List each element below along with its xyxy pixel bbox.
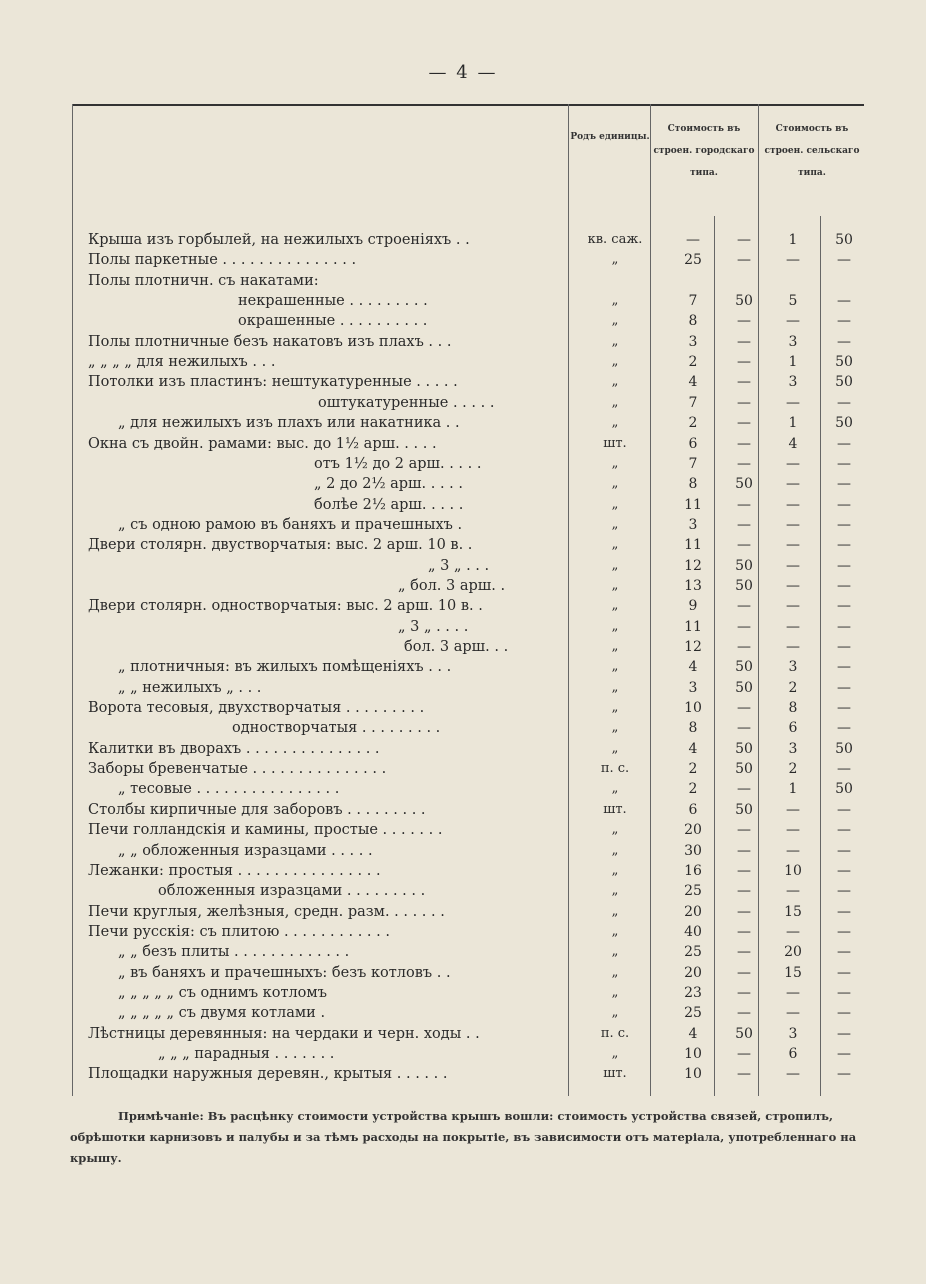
- village-rub-cell: —: [786, 639, 800, 655]
- row-unit: „: [611, 354, 619, 370]
- table-row: [88, 374, 864, 394]
- village-rub-cell: —: [786, 598, 800, 615]
- row-unit: „: [611, 700, 619, 716]
- row-unit: „: [611, 944, 619, 960]
- row-unit: „: [611, 964, 619, 980]
- city-rub-cell: 12: [684, 557, 702, 574]
- village-kop-cell: —: [837, 394, 851, 411]
- city-kop-cell: 50: [735, 577, 753, 594]
- city-rub-cell: 30: [684, 842, 702, 859]
- city-kop-cell: —: [737, 354, 751, 371]
- table-row: [88, 863, 864, 883]
- village-rub-cell: 8: [788, 700, 798, 717]
- row-unit: „: [611, 842, 619, 858]
- village-rub-cell: 2: [788, 679, 798, 696]
- village-rub-cell: 3: [788, 333, 798, 350]
- city-kop-cell: —: [737, 252, 751, 269]
- city-rub-cell: 13: [684, 577, 702, 594]
- village-kop-cell: —: [837, 842, 851, 859]
- city-kop-cell: —: [737, 618, 751, 635]
- village-rub-cell: —: [786, 923, 800, 940]
- village-rub-cell: —: [786, 577, 800, 594]
- village-rub-cell: —: [786, 618, 800, 635]
- table-row: [88, 1005, 864, 1025]
- table-row: [88, 578, 864, 598]
- city-kop-cell: —: [737, 944, 751, 961]
- city-kop-cell: —: [737, 374, 751, 391]
- village-rub-cell: 20: [784, 944, 802, 961]
- row-unit: „: [611, 476, 619, 492]
- row-label: „ 3 „ . . .: [428, 557, 490, 574]
- row-label: Лежанки: простыя . . . . . . . . . . . . . . . .: [88, 862, 381, 879]
- village-kop-cell: —: [837, 984, 851, 1001]
- city-rub-cell: 3: [688, 516, 698, 533]
- header-unit: Родъ единицы.: [570, 132, 650, 142]
- city-rub-cell: 3: [688, 333, 698, 350]
- city-kop-cell: —: [737, 923, 751, 940]
- table-row: [88, 802, 864, 822]
- village-rub-cell: 6: [788, 1046, 798, 1062]
- table-row: [88, 293, 864, 313]
- city-rub-cell: 20: [684, 964, 702, 981]
- row-unit: „: [611, 984, 619, 1000]
- city-rub-cell: 23: [684, 984, 702, 1001]
- table-row: [88, 639, 864, 659]
- header-city-cost: Стоимость въ строен. городскаго типа.: [653, 124, 755, 178]
- row-label: болѣе 2½ арш. . . . .: [314, 496, 464, 513]
- row-unit: „: [611, 455, 619, 471]
- village-rub-cell: —: [786, 984, 800, 1001]
- row-label: „ „ безъ плиты . . . . . . . . . . . . .: [118, 944, 350, 961]
- city-rub-cell: 7: [688, 293, 698, 310]
- row-unit: „: [611, 252, 619, 268]
- row-unit: „: [611, 394, 619, 410]
- village-rub-cell: 3: [788, 374, 798, 391]
- village-kop-cell: —: [837, 1005, 851, 1022]
- city-rub-cell: 20: [684, 822, 702, 839]
- city-rub-cell: 20: [684, 903, 702, 920]
- village-kop-cell: —: [837, 903, 851, 920]
- village-rub-cell: 15: [784, 903, 802, 920]
- city-rub-cell: 25: [684, 252, 702, 269]
- row-label: оштукатуренные . . . . .: [318, 394, 495, 411]
- row-unit: „: [611, 1005, 619, 1021]
- city-rub-cell: 2: [688, 781, 698, 798]
- row-label: „ „ „ „ „ съ однимъ котломъ: [118, 984, 327, 1001]
- row-label: „ 3 „ . . . .: [398, 618, 469, 635]
- table-top-rule: [72, 104, 864, 106]
- village-rub-cell: 1: [788, 781, 798, 798]
- table-row: [88, 904, 864, 924]
- city-rub-cell: 6: [688, 435, 698, 452]
- village-kop-cell: —: [837, 964, 851, 981]
- village-rub-cell: —: [786, 801, 800, 818]
- row-label: „ „ „ „ „ съ двумя котлами .: [118, 1005, 326, 1022]
- village-kop-cell: —: [837, 639, 851, 655]
- row-label: „ „ нежилыхъ „ . . .: [118, 679, 262, 696]
- city-kop-cell: 50: [735, 659, 753, 676]
- table-row: [88, 944, 864, 964]
- village-kop-cell: —: [837, 761, 851, 778]
- row-label: Двери столярн. двустворчатыя: выс. 2 арш. 10 в. .: [88, 537, 473, 554]
- city-kop-cell: —: [737, 862, 751, 879]
- village-rub-cell: —: [786, 496, 800, 513]
- village-kop-cell: —: [837, 1025, 851, 1042]
- village-rub-cell: 4: [788, 435, 798, 452]
- row-label: „ „ „ парадныя . . . . . . .: [158, 1046, 335, 1062]
- city-rub-cell: 7: [688, 455, 698, 472]
- village-rub-cell: 5: [788, 293, 798, 310]
- city-rub-cell: 25: [684, 1005, 702, 1022]
- row-label: Заборы бревенчатые . . . . . . . . . . . . . . .: [88, 761, 387, 778]
- table-row: [88, 598, 864, 618]
- village-kop-cell: —: [837, 679, 851, 696]
- village-kop-cell: —: [837, 496, 851, 513]
- city-rub-cell: 3: [688, 679, 698, 696]
- table-row: [88, 476, 864, 496]
- city-kop-cell: —: [737, 984, 751, 1001]
- city-rub-cell: 25: [684, 883, 702, 900]
- city-kop-cell: 50: [735, 761, 753, 778]
- table-row: [88, 1026, 864, 1046]
- city-kop-cell: —: [737, 232, 751, 248]
- row-label: „ „ обложенныя изразцами . . . . .: [118, 842, 373, 859]
- row-unit: „: [611, 557, 619, 573]
- city-kop-cell: —: [737, 496, 751, 513]
- village-rub-cell: 2: [788, 761, 798, 778]
- row-unit: „: [611, 1046, 619, 1061]
- city-rub-cell: 6: [688, 801, 698, 818]
- table-row: [88, 781, 864, 801]
- village-kop-cell: 50: [835, 354, 853, 371]
- village-rub-cell: —: [786, 394, 800, 411]
- row-label: Потолки изъ пластинъ: нештукатуренные . . . . .: [88, 374, 458, 391]
- village-rub-cell: 6: [788, 720, 798, 737]
- village-kop-cell: —: [837, 720, 851, 737]
- city-kop-cell: 50: [735, 293, 753, 310]
- table-row: [88, 1046, 864, 1066]
- city-rub-cell: 2: [688, 415, 698, 432]
- row-label: Печи голландскія и камины, простые . . . . . . .: [88, 822, 443, 839]
- city-kop-cell: —: [737, 1005, 751, 1022]
- city-rub-cell: 9: [688, 598, 698, 615]
- row-label: Полы паркетные . . . . . . . . . . . . . . .: [88, 252, 357, 269]
- village-kop-cell: —: [837, 618, 851, 635]
- city-kop-cell: 50: [735, 1025, 753, 1042]
- village-rub-cell: —: [786, 883, 800, 900]
- table-row: [88, 436, 864, 456]
- table-row: [88, 1066, 864, 1086]
- city-kop-cell: —: [737, 903, 751, 920]
- city-rub-cell: 10: [684, 1046, 702, 1062]
- row-unit: п. с.: [600, 1025, 630, 1041]
- city-rub-cell: 2: [688, 761, 698, 778]
- city-kop-cell: —: [737, 333, 751, 350]
- row-label: „ съ одною рамою въ баняхъ и прачешныхъ .: [118, 516, 463, 533]
- row-unit: „: [611, 740, 619, 756]
- village-rub-cell: —: [786, 1066, 800, 1083]
- village-kop-cell: —: [837, 293, 851, 310]
- row-unit: „: [611, 822, 619, 838]
- table-row: [88, 313, 864, 333]
- village-kop-cell: 50: [835, 415, 853, 432]
- row-label: Печи русскія: съ плитою . . . . . . . . . . . .: [88, 923, 390, 940]
- city-rub-cell: 4: [688, 659, 698, 676]
- row-unit: „: [611, 516, 619, 532]
- city-kop-cell: —: [737, 516, 751, 533]
- village-rub-cell: —: [786, 822, 800, 839]
- row-unit: „: [611, 333, 619, 349]
- village-rub-cell: —: [786, 842, 800, 859]
- village-rub-cell: 3: [788, 1025, 798, 1042]
- city-rub-cell: 7: [688, 394, 698, 411]
- row-label: Калитки въ дворахъ . . . . . . . . . . . . . . .: [88, 740, 380, 757]
- table-row: [88, 659, 864, 679]
- village-kop-cell: —: [837, 822, 851, 839]
- table-row: [88, 558, 864, 578]
- village-rub-cell: 1: [788, 232, 798, 248]
- table-row: [88, 497, 864, 517]
- row-unit: „: [611, 781, 619, 797]
- row-label: окрашенные . . . . . . . . . .: [238, 313, 428, 330]
- row-label: Окна съ двойн. рамами: выс. до 1½ арш. . . . .: [88, 435, 437, 452]
- table-row: [88, 537, 864, 557]
- row-label: „ тесовые . . . . . . . . . . . . . . . .: [118, 781, 340, 798]
- table-row: [88, 252, 864, 272]
- city-kop-cell: —: [737, 842, 751, 859]
- row-label: „ 2 до 2½ арш. . . . .: [314, 476, 464, 493]
- city-rub-cell: 11: [684, 537, 702, 554]
- row-unit: „: [611, 923, 619, 939]
- city-kop-cell: —: [737, 720, 751, 737]
- village-kop-cell: —: [837, 1046, 851, 1062]
- row-unit: „: [611, 415, 619, 431]
- table-row: [88, 415, 864, 435]
- village-kop-cell: 50: [835, 232, 853, 248]
- row-unit: „: [611, 679, 619, 695]
- row-unit: шт.: [603, 1066, 627, 1082]
- city-kop-cell: 50: [735, 679, 753, 696]
- row-label: Полы плотничн. съ накатами:: [88, 272, 319, 289]
- row-label: бол. 3 арш. . .: [404, 639, 509, 655]
- village-kop-cell: —: [837, 313, 851, 330]
- village-rub-cell: —: [786, 455, 800, 472]
- city-kop-cell: —: [737, 435, 751, 452]
- table-left-rule: [72, 104, 73, 1096]
- row-label: Столбы кирпичные для заборовъ . . . . . . . . .: [88, 801, 426, 818]
- village-kop-cell: —: [837, 700, 851, 717]
- village-kop-cell: 50: [835, 740, 853, 757]
- city-rub-cell: 8: [688, 313, 698, 330]
- row-label: некрашенные . . . . . . . . .: [238, 293, 428, 310]
- table-row: [88, 354, 864, 374]
- table-row: [88, 924, 864, 944]
- city-kop-cell: —: [737, 598, 751, 615]
- row-unit: „: [611, 903, 619, 919]
- row-unit: „: [611, 618, 619, 634]
- city-kop-cell: —: [737, 394, 751, 411]
- village-kop-cell: —: [837, 333, 851, 350]
- table-row: [88, 517, 864, 537]
- village-kop-cell: —: [837, 923, 851, 940]
- table-row: [88, 334, 864, 354]
- village-kop-cell: —: [837, 516, 851, 533]
- village-rub-cell: 10: [784, 862, 802, 879]
- table-row: [88, 822, 864, 842]
- city-rub-cell: 16: [684, 862, 702, 879]
- city-rub-cell: 40: [684, 923, 702, 940]
- village-rub-cell: 1: [788, 354, 798, 371]
- row-label: „ плотничныя: въ жилыхъ помѣщеніяхъ . . .: [118, 659, 452, 676]
- city-kop-cell: —: [737, 537, 751, 554]
- village-rub-cell: —: [786, 557, 800, 574]
- village-rub-cell: —: [786, 1005, 800, 1022]
- footnote: [70, 1106, 866, 1169]
- row-label: „ бол. 3 арш. .: [398, 577, 506, 594]
- village-kop-cell: —: [837, 252, 851, 269]
- city-kop-cell: —: [737, 415, 751, 432]
- table-row: [88, 843, 864, 863]
- village-rub-cell: —: [786, 252, 800, 269]
- city-rub-cell: 4: [688, 740, 698, 757]
- village-rub-cell: —: [786, 537, 800, 554]
- village-kop-cell: —: [837, 862, 851, 879]
- village-kop-cell: —: [837, 883, 851, 900]
- city-kop-cell: —: [737, 883, 751, 900]
- city-kop-cell: 50: [735, 740, 753, 757]
- row-unit: „: [611, 720, 619, 736]
- city-rub-cell: 4: [688, 1025, 698, 1042]
- city-kop-cell: —: [737, 313, 751, 330]
- table-row: [88, 761, 864, 781]
- table-row: [88, 741, 864, 761]
- city-kop-cell: —: [737, 639, 751, 655]
- row-label: Полы плотничные безъ накатовъ изъ плахъ . . .: [88, 333, 452, 350]
- row-label: отъ 1½ до 2 арш. . . . .: [314, 455, 482, 472]
- price-table: [72, 104, 864, 1096]
- table-row: [88, 680, 864, 700]
- row-label: Ворота тесовыя, двухстворчатыя . . . . . . . . .: [88, 700, 425, 717]
- table-row: [88, 720, 864, 740]
- city-kop-cell: 50: [735, 476, 753, 493]
- village-rub-cell: —: [786, 476, 800, 493]
- city-rub-cell: 8: [688, 720, 698, 737]
- city-rub-cell: —: [686, 232, 700, 248]
- village-rub-cell: —: [786, 313, 800, 330]
- city-kop-cell: —: [737, 964, 751, 981]
- row-unit: шт.: [603, 801, 627, 817]
- city-kop-cell: —: [737, 822, 751, 839]
- city-rub-cell: 8: [688, 476, 698, 493]
- table-row: [88, 273, 864, 293]
- village-rub-cell: 3: [788, 659, 798, 676]
- row-label: „ въ баняхъ и прачешныхъ: безъ котловъ . .: [118, 964, 451, 981]
- row-unit: „: [611, 659, 619, 675]
- village-kop-cell: 50: [835, 781, 853, 798]
- row-label: Двери столярн. одностворчатыя: выс. 2 арш. 10 в. .: [88, 598, 483, 615]
- city-kop-cell: 50: [735, 557, 753, 574]
- city-kop-cell: —: [737, 700, 751, 717]
- village-kop-cell: —: [837, 435, 851, 452]
- row-label: обложенныя изразцами . . . . . . . . .: [158, 883, 426, 900]
- village-kop-cell: —: [837, 659, 851, 676]
- row-unit: „: [611, 537, 619, 553]
- page-number: — 4 —: [428, 62, 498, 83]
- table-row: [88, 456, 864, 476]
- row-label: одностворчатыя . . . . . . . . .: [232, 720, 441, 737]
- row-unit: „: [611, 313, 619, 329]
- city-rub-cell: 11: [684, 618, 702, 635]
- village-kop-cell: —: [837, 1066, 851, 1083]
- row-unit: „: [611, 293, 619, 309]
- header-village-cost: Стоимость въ строен. сельскаго типа.: [764, 124, 860, 178]
- city-kop-cell: 50: [735, 801, 753, 818]
- city-kop-cell: —: [737, 781, 751, 798]
- table-row: [88, 965, 864, 985]
- row-unit: шт.: [603, 435, 627, 451]
- village-kop-cell: 50: [835, 374, 853, 391]
- city-rub-cell: 12: [684, 639, 702, 655]
- city-rub-cell: 25: [684, 944, 702, 961]
- village-rub-cell: 1: [788, 415, 798, 432]
- footnote-text: Въ расцѣнку стоимости устройства крышъ вошли: стоимость устройства связей, стропилъ, обрѣшотки карнизовъ и палубы и за тѣмъ расходы на покрытіе, въ зависимости отъ матеріала, употребленнаго на крышу.: [70, 1109, 857, 1165]
- row-unit: „: [611, 374, 619, 390]
- city-rub-cell: 4: [688, 374, 698, 391]
- village-rub-cell: 15: [784, 964, 802, 981]
- village-kop-cell: —: [837, 598, 851, 615]
- village-kop-cell: —: [837, 557, 851, 574]
- row-unit: „: [611, 598, 619, 614]
- row-unit: кв. саж.: [587, 232, 643, 247]
- table-row: [88, 883, 864, 903]
- row-label: Лѣстницы деревянныя: на чердаки и черн. ходы . .: [88, 1025, 480, 1042]
- village-rub-cell: 3: [788, 740, 798, 757]
- city-rub-cell: 10: [684, 700, 702, 717]
- city-kop-cell: —: [737, 1066, 751, 1083]
- village-rub-cell: —: [786, 516, 800, 533]
- footnote-title: Примѣчаніе:: [118, 1109, 204, 1123]
- table-row: [88, 619, 864, 639]
- city-kop-cell: —: [737, 1046, 751, 1062]
- table-row: [88, 232, 864, 252]
- village-kop-cell: —: [837, 476, 851, 493]
- city-rub-cell: 11: [684, 496, 702, 513]
- row-unit: п. с.: [600, 761, 630, 777]
- city-rub-cell: 10: [684, 1066, 702, 1083]
- row-label: Площадки наружныя деревян., крытыя . . . . . .: [88, 1066, 448, 1083]
- village-kop-cell: —: [837, 455, 851, 472]
- village-kop-cell: —: [837, 944, 851, 961]
- village-kop-cell: —: [837, 577, 851, 594]
- row-unit: „: [611, 496, 619, 512]
- row-unit: „: [611, 862, 619, 878]
- village-kop-cell: —: [837, 801, 851, 818]
- village-kop-cell: —: [837, 537, 851, 554]
- city-kop-cell: —: [737, 455, 751, 472]
- row-label: Крыша изъ горбылей, на нежилыхъ строеніяхъ . .: [88, 232, 470, 248]
- table-row: [88, 395, 864, 415]
- city-rub-cell: 2: [688, 354, 698, 371]
- row-unit: „: [611, 883, 619, 899]
- row-unit: „: [611, 577, 619, 593]
- row-label: „ для нежилыхъ изъ плахъ или накатника . .: [118, 415, 460, 432]
- row-unit: „: [611, 639, 619, 654]
- row-label: Печи круглыя, желѣзныя, средн. разм. . . . . . .: [88, 903, 445, 920]
- table-row: [88, 985, 864, 1005]
- row-label: „ „ „ „ для нежилыхъ . . .: [88, 354, 276, 371]
- table-row: [88, 700, 864, 720]
